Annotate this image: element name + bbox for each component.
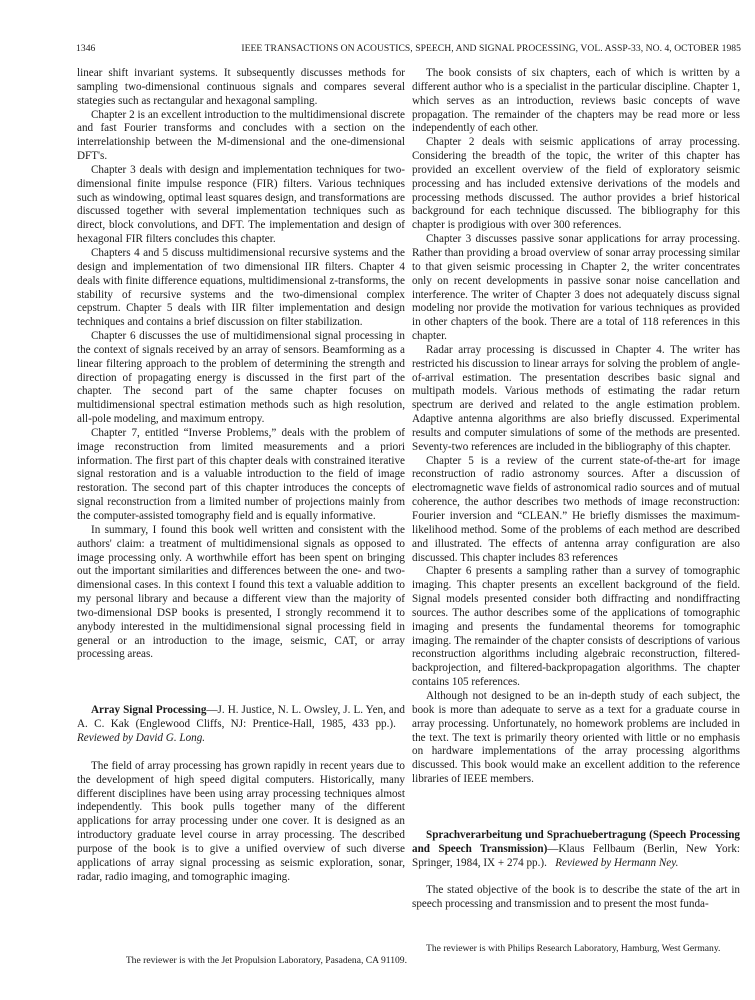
body-paragraph: Chapter 5 is a review of the current state-of-the-art for image reconstruction of radio astronomy sources. After a discussion of electromagnetic wave fields of astronomical radio sources and of mutual coherence, the author describes two methods of image reconstruction: Fourier inversion and “CLEAN.” He briefly dismisses the maximum-likelihood method. Some of the problems of each method are described and illustrated. The effects of antenna array configuration are also discussed. This chapter includes 83 references [412,454,740,564]
section-gap [412,870,740,884]
body-paragraph: The stated objective of the book is to describe the state of the art in speech processing and transmission and to present the most funda- [412,884,740,911]
section-gap [412,787,740,829]
body-paragraph: Chapters 4 and 5 discuss multidimensional recursive systems and the design and implementation of two dimensional IIR filters. Chapter 4 deals with finite difference equations, multidimensional z-transforms, the stability of recursive systems and the two-dimensional complex cepstrum. Chapter 5 deals with IIR filter implementation and design techniques and contains a brief discussion on filter stabilization. [77,246,405,329]
journal-header: IEEE TRANSACTIONS ON ACOUSTICS, SPEECH, AND SIGNAL PROCESSING, VOL. ASSP-33, NO. 4, OCTOBER 1985 [241,43,741,54]
body-paragraph: Although not designed to be an in-depth study of each subject, the book is more than adequate to serve as a text for a graduate course in array processing. Unfortunately, no homework problems are included in the text. The text is primarily theory oriented with little or no emphasis on hardware implementations of the array processing algorithms discussed. This book would make an excellent addition to the reference libraries of IEEE members. [412,689,740,786]
body-paragraph: In summary, I found this book well written and consistent with the authors' claim: a treatment of multidimensional signals as opposed to image processing only. A worthwhile effort has been spent on bringing out the important similarities and differences between the one- and two-dimensional cases. In this context I found this text a valuable addition to my personal library and because a different view than the majority of two-dimensional DSP books is presented, I strongly recommend it to anybody interested in the multidimensional signal processing field in general or an introduction to the image, seismic, CAT, or array processing areas. [77,523,405,661]
review-heading [77,704,405,746]
review-book-title: Array Signal Processing [91,704,207,717]
reviewer-affiliation-footnote: The reviewer is with the Jet Propulsion Laboratory, Pasadena, CA 91109. [125,955,407,966]
body-paragraph: Chapter 3 discusses passive sonar applications for array processing. Rather than providing a broad overview of sonar array processing similar to that given seismic processing in Chapter 2, the writer concentrates only on recent developments in passive sonar noise cancellation and interference. The writer of Chapter 3 does not adequately discuss signal modeling nor provide the motivation for various techniques as provided in other chapters of the book. There are a total of 118 references in this chapter. [412,233,740,343]
section-gap [77,746,405,760]
review-citation: —J. H. Justice, N. L. Owsley, J. L. Yen, and A. C. Kak (Englewood Cliffs, NJ: Prentice-Hall, 1985, 433 pp.). [77,704,405,731]
reviewer-affiliation-footnote: The reviewer is with Philips Research Laboratory, Hamburg, West Germany. [426,943,721,954]
body-paragraph: Radar array processing is discussed in Chapter 4. The writer has restricted his discussion to linear arrays for solving the problem of angle-of-arrival estimation. The presentation describes basic signal and multipath models. Various methods of estimating the radar return spectrum are derived and related to the angle estimation problem. Adaptive antenna algorithms are also briefly discussed. Experimental results and computer simulations of some of the methods are presented. Seventy-two references are included in the bibliography of this chapter. [412,343,740,453]
body-paragraph: Chapter 2 is an excellent introduction to the multidimensional discrete and fast Fourier transforms and concludes with a section on the interrelationship between the M-dimensional and the one-dimensional DFT's. [77,108,405,163]
page-number: 1346 [76,43,96,54]
body-paragraph: Chapter 3 deals with design and implementation techniques for two-dimensional finite impulse responce (FIR) filters. Various techniques such as windowing, optimal least squares design, and transformations are discussed together with several implementation techniques such as direct, block convolutions, and DFT. The implementation and design of hexagonal FIR filters concludes this chapter. [77,163,405,246]
body-paragraph: Chapter 7, entitled “Inverse Problems,” deals with the problem of image reconstruction from limited measurements and a priori information. The first part of this chapter deals with constrained iterative signal restoration and is a valuable introduction to the field of image restoration. The second part of this chapter introduces the concepts of signal reconstruction from a limited number of projections mainly from the computer-assisted tomography field and is equally informative. [77,426,405,522]
body-paragraph: The book consists of six chapters, each of which is written by a different author who is a specialist in the particular discipline. Chapter 1, which serves as an introduction, reviews basic concepts of wave propagation. The remainder of the chapters may be read more or less independently of each other. [412,67,740,135]
review-heading [412,829,740,871]
left-column [77,67,405,884]
body-paragraph: Chapter 6 discusses the use of multidimensional signal processing in the context of signals received by an array of sensors. Beamforming as a linear filtering approach to the problem of determining the strength and direction of propagating energy is discussed in the first part of the chapter. The second part of the same chapter focuses on multidimensional spectral estimation methods such as high resolution, all-pole modeling, and maximum entropy. [77,330,405,426]
review-book-title: Sprachverarbeitung und Sprachuebertragung (Speech Processing and Speech Transmission) [412,828,740,855]
section-gap [77,662,405,704]
body-paragraph: Chapter 6 presents a sampling rather than a survey of tomographic imaging. This chapter presents an excellent background of the field. Signal models presented consider both diffracting and nondiffracting sources. The author describes some of the applications of tomographic imaging and presents the fundamental theorems for tomographic imaging. The remainder of the chapter consists of descriptions of various reconstruction algorithms including algebraic reconstruction, filtered-backprojection, and filtered-backpropagation algorithms. The chapter contains 105 references. [412,565,740,689]
body-paragraph: The field of array processing has grown rapidly in recent years due to the development of high speed digital computers. Historically, many different disciplines have been using array processing techniques almost independently. This book pulls together many of the different applications for array processing under one cover. It is designed as an introductory graduate level course in array processing. The described purpose of the book is to give a unified overview of such diverse applications of array signal processing as seismic exploration, sonar, radar, radio imaging, and tomographic imaging. [77,759,405,883]
body-paragraph: Chapter 2 deals with seismic applications of array processing. Considering the breadth of the topic, the writer of this chapter has provided an excellent overview of the field of exploratory seismic processing and has included extensive derivations of the models and processing methods discussed. The author provides a brief historical background for each technique discussed. The bibliography for this chapter is prodigious with over 300 references. [412,136,740,232]
review-citation: —Klaus Fellbaum (Berlin, New York: Springer, 1984, IX + 274 pp.). [412,842,740,869]
right-column [412,67,740,912]
continued-paragraph: linear shift invariant systems. It subsequently discusses methods for sampling two-dimensional continuous signals and compares several stategies such as rectangular and hexagonal sampling. [77,67,405,107]
review-reviewer: Reviewed by David G. Long. [77,731,206,744]
review-reviewer: Reviewed by Hermann Ney. [555,856,679,869]
